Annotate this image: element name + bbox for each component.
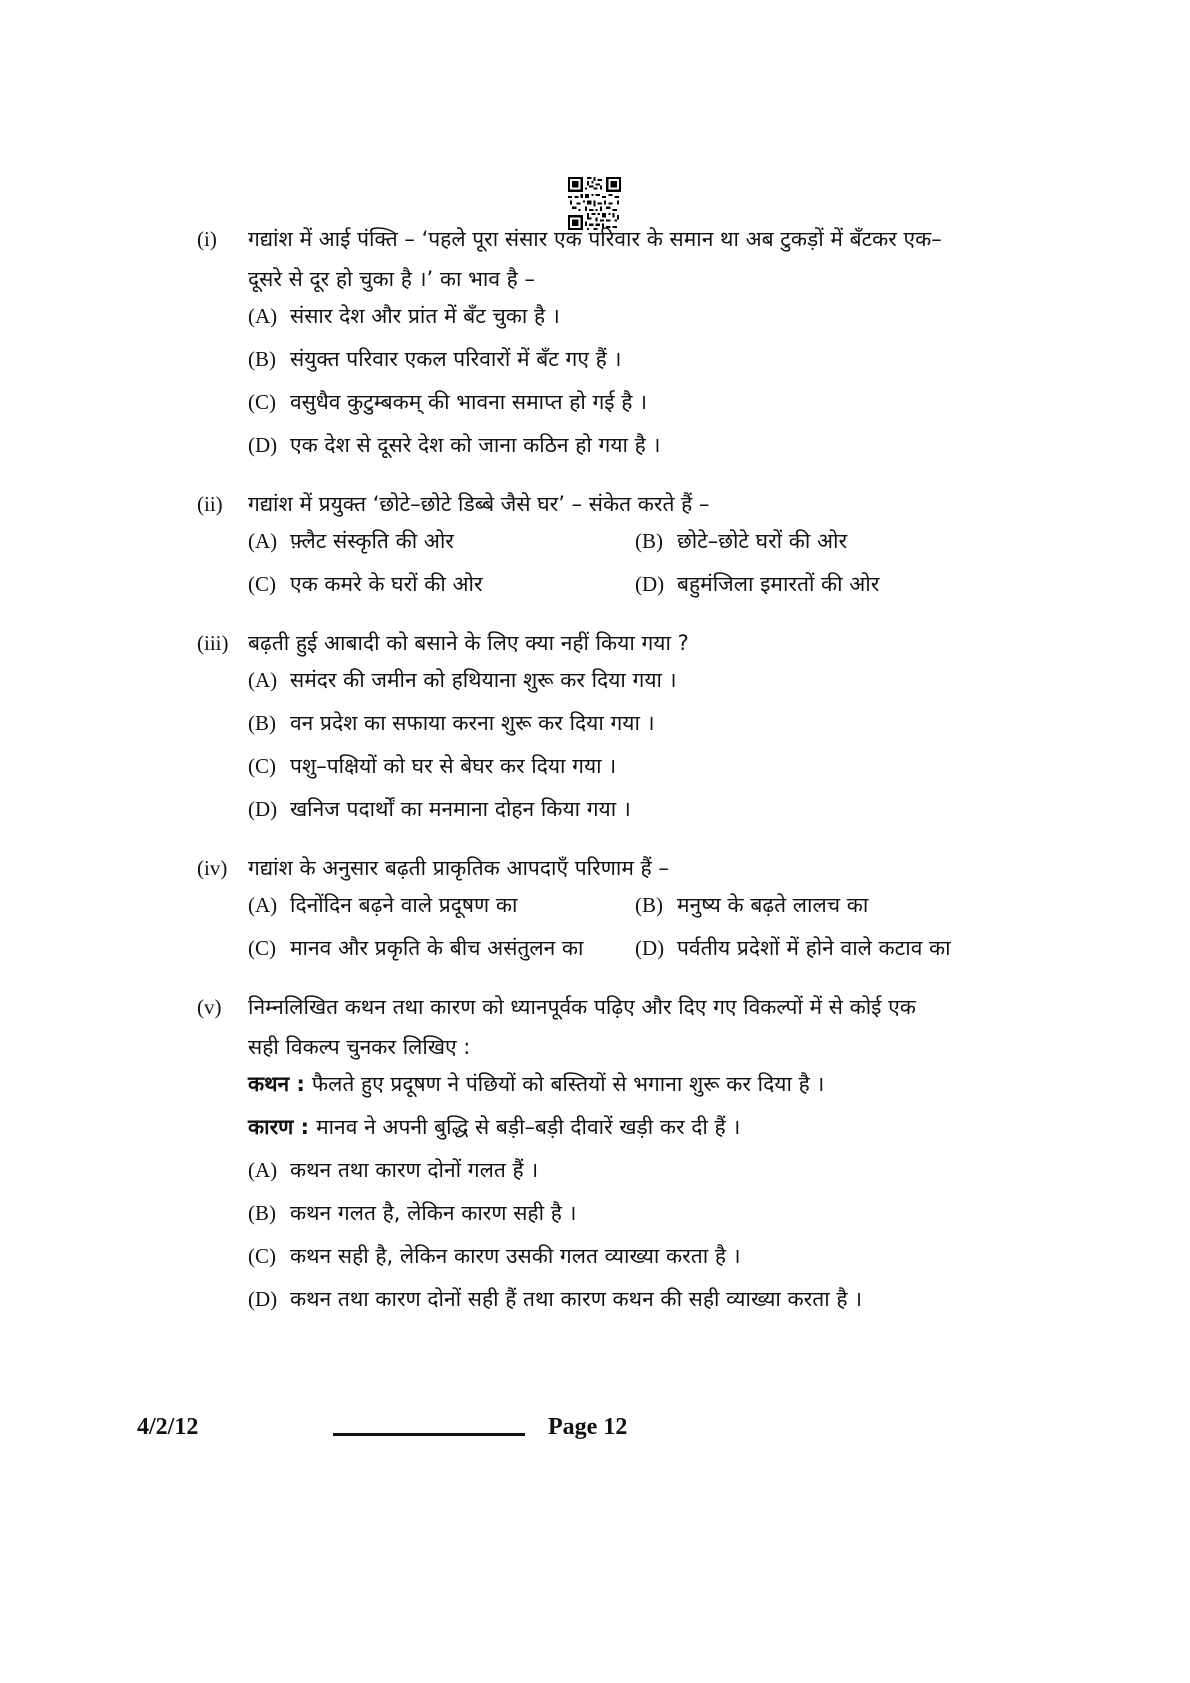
option-label: (C) (248, 754, 276, 778)
option (248, 431, 972, 459)
assertion-text: फैलते हुए प्रदूषण ने पंछियों को बस्तियों से भगाना शुरू कर दिया है । (311, 1072, 825, 1096)
question-number: (ii) (197, 492, 223, 516)
option-text: दिनोंदिन बढ़ने वाले प्रदूषण का (290, 893, 518, 917)
option-label: (A) (248, 668, 278, 692)
footer-divider-line (333, 1433, 525, 1436)
option-label: (B) (635, 529, 663, 553)
option (635, 934, 972, 962)
reason-text: मानव ने अपनी बुद्धि से बड़ी–बड़ी दीवारें खड़ी कर दी हैं । (316, 1115, 741, 1139)
option-text: संयुक्त परिवार एकल परिवारों में बँट गए हैं । (290, 347, 622, 371)
option-label: (D) (635, 572, 665, 596)
question (197, 484, 972, 598)
option (248, 388, 972, 416)
options (248, 1156, 972, 1313)
option-text: पर्वतीय प्रदेशों में होने वाले कटाव का (677, 936, 951, 960)
question (197, 987, 972, 1313)
option (248, 891, 635, 919)
reason-label: कारण : (248, 1115, 310, 1139)
option (248, 527, 635, 555)
question (197, 623, 972, 823)
option-text: बहुमंजिला इमारतों की ओर (677, 572, 880, 596)
reason-line (248, 1113, 948, 1141)
option-label: (C) (248, 572, 276, 596)
option-text: संसार देश और प्रांत में बँट चुका है । (290, 304, 560, 328)
assertion-line (248, 1070, 948, 1098)
option (248, 709, 972, 737)
option-text: कथन तथा कारण दोनों गलत हैं । (290, 1158, 539, 1182)
option-text: कथन सही है, लेकिन कारण उसकी गलत व्याख्या करता है । (290, 1244, 741, 1268)
question-text: बढ़ती हुई आबादी को बसाने के लिए क्या नहीं किया गया ? (248, 631, 689, 655)
option-label: (A) (248, 1158, 278, 1182)
paper-code: 4/2/12 (137, 1414, 199, 1440)
option (635, 891, 972, 919)
option (248, 1285, 972, 1313)
option-text: कथन तथा कारण दोनों सही हैं तथा कारण कथन की सही व्याख्या करता है । (290, 1287, 863, 1311)
option-text: मानव और प्रकृति के बीच असंतुलन का (290, 936, 584, 960)
option (248, 795, 972, 823)
option-text: वसुधैव कुटुम्बकम् की भावना समाप्त हो गई है । (290, 390, 648, 414)
question-body (248, 987, 972, 1313)
question-body (248, 219, 972, 459)
option-label: (A) (248, 304, 278, 328)
option-text: छोटे–छोटे घरों की ओर (677, 529, 848, 553)
option (248, 570, 635, 598)
option-text: पशु–पक्षियों को घर से बेघर कर दिया गया । (290, 754, 617, 778)
option (248, 1199, 972, 1227)
question-text: गद्यांश के अनुसार बढ़ती प्राकृतिक आपदाएँ परिणाम हैं – (248, 856, 669, 880)
question-body (248, 623, 972, 823)
option-label: (A) (248, 893, 278, 917)
option (248, 934, 635, 962)
question-number: (i) (197, 227, 217, 251)
question (197, 219, 972, 459)
options (248, 302, 972, 459)
question-number: (v) (197, 995, 222, 1019)
option-label: (D) (248, 797, 278, 821)
option-text: एक कमरे के घरों की ओर (290, 572, 483, 596)
option-text: समंदर की जमीन को हथियाना शुरू कर दिया गया । (290, 668, 677, 692)
question-text: गद्यांश में आई पंक्ति – ‘पहले पूरा संसार एक परिवार के समान था अब टुकड़ों में बँटकर एक–दूसरे से दूर हो चुका है ।’ का भाव है – (248, 227, 942, 291)
option-label: (A) (248, 529, 278, 553)
assertion-label: कथन : (248, 1072, 305, 1096)
option-text: वन प्रदेश का सफाया करना शुरू कर दिया गया । (290, 711, 655, 735)
option-text: मनुष्य के बढ़ते लालच का (677, 893, 869, 917)
option-label: (B) (248, 1201, 276, 1225)
options (248, 512, 972, 598)
question-number: (iii) (197, 631, 229, 655)
options (248, 666, 972, 823)
option-label: (D) (248, 433, 278, 457)
page-number: Page 12 (548, 1414, 628, 1440)
option (635, 570, 972, 598)
option-label: (C) (248, 390, 276, 414)
option-text: फ़्लैट संस्कृति की ओर (290, 529, 454, 553)
question-text: निम्नलिखित कथन तथा कारण को ध्यानपूर्वक पढ़िए और दिए गए विकल्पों में से कोई एक सही विकल्प चुनकर लिखिए : (248, 995, 916, 1059)
option (248, 1242, 972, 1270)
question-body (248, 484, 972, 598)
option (248, 752, 972, 780)
option (635, 527, 972, 555)
option-text: कथन गलत है, लेकिन कारण सही है । (290, 1201, 577, 1225)
option-label: (C) (248, 1244, 276, 1268)
option (248, 345, 972, 373)
page-footer (0, 1412, 1190, 1462)
question-number: (iv) (197, 856, 228, 880)
option-label: (C) (248, 936, 276, 960)
question-body (248, 848, 972, 962)
option (248, 666, 972, 694)
option-label: (B) (248, 711, 276, 735)
question (197, 848, 972, 962)
option (248, 1156, 972, 1184)
option-label: (B) (248, 347, 276, 371)
option-text: एक देश से दूसरे देश को जाना कठिन हो गया है । (290, 433, 661, 457)
options (248, 876, 972, 962)
option-text: खनिज पदार्थों का मनमाना दोहन किया गया । (290, 797, 631, 821)
question-text: गद्यांश में प्रयुक्त ‘छोटे–छोटे डिब्बे जैसे घर’ – संकेत करते हैं – (248, 492, 710, 516)
option-label: (B) (635, 893, 663, 917)
option (248, 302, 972, 330)
option-label: (D) (248, 1287, 278, 1311)
option-label: (D) (635, 936, 665, 960)
question-list (197, 219, 972, 1338)
